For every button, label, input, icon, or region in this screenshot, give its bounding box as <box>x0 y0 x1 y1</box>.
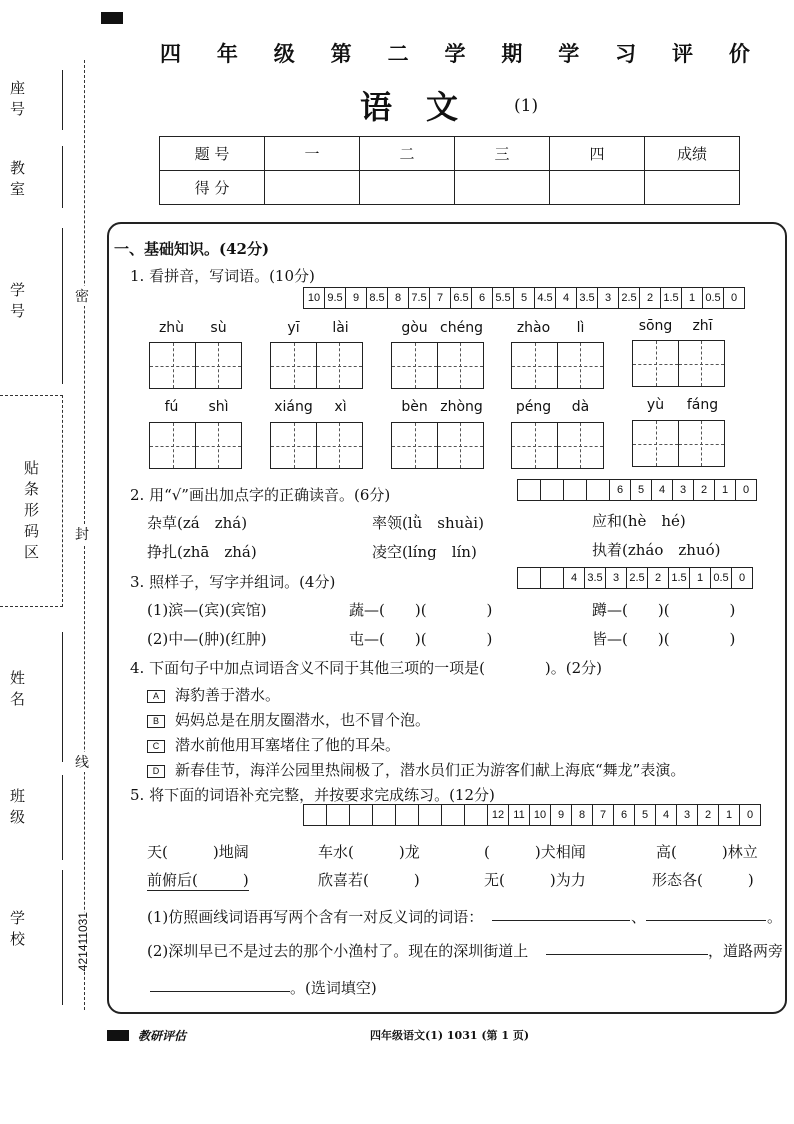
score-input-cell[interactable] <box>360 171 455 205</box>
score-input-cell[interactable] <box>265 171 360 205</box>
title-char: 二 <box>387 41 409 66</box>
writing-cell[interactable] <box>149 342 196 389</box>
answer-line[interactable] <box>150 991 290 992</box>
seal-mark-xian: 线 <box>75 752 89 772</box>
title-char: 第 <box>330 41 352 66</box>
writing-cell[interactable] <box>270 342 317 389</box>
score-cell[interactable]: 0 <box>738 572 746 584</box>
option-text: 妈妈总是在朋友圈潜水，也不冒个泡。 <box>175 711 431 729</box>
pinyin: sù <box>210 320 227 336</box>
title-char: 级 <box>273 41 295 66</box>
pinyin: zhào <box>516 320 551 336</box>
footer-brand: 教研评估 <box>138 1029 187 1043</box>
q5-idiom[interactable]: 欣喜若( ) <box>318 871 420 889</box>
score-cell[interactable]: 1 <box>690 568 711 588</box>
q2-item[interactable]: 率领(lǜ shuài) <box>372 514 484 532</box>
option-text: 新春佳节，海洋公园里热闹极了，潜水员们正为游客们献上海底“舞龙”表演。 <box>175 761 686 779</box>
score-blank-cell <box>518 480 541 500</box>
score-cell[interactable]: 5.5 <box>493 288 514 308</box>
writing-cell[interactable] <box>149 422 196 469</box>
score-blank-cell <box>465 805 488 825</box>
score-cell[interactable]: 1 <box>715 480 736 500</box>
score-blank-cell <box>541 568 564 588</box>
writing-cell[interactable] <box>511 342 558 389</box>
score-blank-cell <box>442 805 465 825</box>
score-cell[interactable]: 4 <box>652 480 673 500</box>
score-table-header-row <box>160 137 740 171</box>
q4-label: 4. 下面句子中加点词语含义不同于其他三项的一项是( )。(2分) <box>130 659 603 677</box>
q1-label: 1. 看拼音，写词语。(10分) <box>130 267 315 285</box>
q5-idiom-underlined[interactable]: 前俯后( ) <box>147 871 249 889</box>
score-cell[interactable]: 0 <box>742 484 750 496</box>
option-text: 潜水前他用耳塞堵住了他的耳朵。 <box>175 736 401 754</box>
margin-room-label: 教室 <box>8 160 26 202</box>
pinyin-pair <box>148 320 242 336</box>
option-letter: C <box>147 740 165 753</box>
score-blank-cell <box>419 805 442 825</box>
q3-item[interactable]: 皆—( )( ) <box>592 630 736 648</box>
score-table-cell: 一 <box>265 137 360 171</box>
score-cell[interactable]: 2 <box>648 568 669 588</box>
pinyin: xì <box>334 399 347 415</box>
pinyin: fáng <box>686 397 719 413</box>
pinyin-pair <box>632 397 726 413</box>
score-table-cell: 三 <box>455 137 550 171</box>
q5-sub2-mid: ，道路两旁 <box>708 942 784 960</box>
score-cell[interactable]: 3 <box>598 288 619 308</box>
q5-idiom[interactable]: 高( )林立 <box>656 843 758 861</box>
score-table-cell: 题 号 <box>160 137 265 171</box>
option-letter: A <box>147 690 165 703</box>
score-cell[interactable]: 6 <box>610 480 631 500</box>
score-cell[interactable]: 1 <box>719 805 740 825</box>
score-input-cell[interactable] <box>645 171 740 205</box>
title-char: 学 <box>558 41 580 66</box>
answer-line[interactable] <box>546 954 708 955</box>
score-input-cell[interactable] <box>455 171 550 205</box>
margin-school-label: 学校 <box>8 910 26 952</box>
q2-item[interactable]: 挣扎(zhā zhá) <box>147 543 257 561</box>
score-blank-cell <box>564 480 587 500</box>
pinyin-pair <box>270 320 364 336</box>
seal-mark-mi: 密 <box>75 286 89 306</box>
pinyin: péng <box>515 399 552 415</box>
footer-page-info: 四年级语文(1) 1031 (第 1 页) <box>370 1029 530 1042</box>
fill-line <box>62 146 63 208</box>
writing-grid <box>149 422 240 469</box>
score-blank-cell <box>587 480 610 500</box>
writing-cell[interactable] <box>678 420 725 467</box>
score-blank-cell <box>350 805 373 825</box>
score-cell[interactable]: 0 <box>730 292 738 304</box>
writing-cell[interactable] <box>391 342 438 389</box>
score-table-cell: 得 分 <box>160 171 265 205</box>
margin-seat-label: 座号 <box>8 80 26 122</box>
score-cell[interactable]: 7.5 <box>409 288 430 308</box>
q2-item[interactable]: 凌空(líng lín) <box>372 543 477 561</box>
pinyin: fú <box>164 399 179 415</box>
score-cell[interactable]: 1 <box>682 288 703 308</box>
seal-mark-feng: 封 <box>75 524 89 544</box>
pinyin-pair <box>148 399 242 415</box>
score-cell[interactable]: 4 <box>556 288 577 308</box>
score-cell[interactable]: 8 <box>572 805 593 825</box>
title-char: 习 <box>615 41 637 66</box>
pinyin: gòu <box>401 320 428 336</box>
score-cell[interactable]: 0.5 <box>703 288 724 308</box>
writing-cell[interactable] <box>632 420 679 467</box>
q5-sub1-sep: 、 <box>631 908 647 926</box>
title-char: 年 <box>216 41 238 66</box>
option-letter: B <box>147 715 165 728</box>
score-cell[interactable]: 3 <box>677 805 698 825</box>
writing-grid <box>511 342 602 389</box>
score-cell[interactable]: 1.5 <box>669 568 690 588</box>
writing-grid <box>391 342 482 389</box>
writing-grid <box>270 422 361 469</box>
score-cell[interactable]: 9 <box>346 288 367 308</box>
score-cell[interactable]: 6 <box>614 805 635 825</box>
writing-cell[interactable] <box>632 340 679 387</box>
q3-example: (2)中—(肿)(红肿) <box>147 630 267 648</box>
score-cell[interactable]: 2.5 <box>627 568 648 588</box>
score-cell[interactable]: 5 <box>514 288 535 308</box>
score-cell[interactable]: 0.5 <box>711 568 732 588</box>
score-cell[interactable]: 3.5 <box>585 568 606 588</box>
score-cell[interactable]: 10 <box>530 805 551 825</box>
subject-number: (1) <box>514 96 539 116</box>
q2-label: 2. 用“√”画出加点字的正确读音。(6分) <box>130 486 391 504</box>
pinyin: chéng <box>440 320 483 336</box>
writing-cell[interactable] <box>316 342 363 389</box>
q4-option[interactable] <box>147 684 280 705</box>
score-cell[interactable]: 5 <box>631 480 652 500</box>
q5-idiom[interactable]: 天( )地阔 <box>147 843 249 861</box>
writing-cell[interactable] <box>557 422 604 469</box>
q5-idiom[interactable]: ( )犬相闻 <box>484 843 586 861</box>
corner-mark <box>101 12 123 24</box>
score-table-score-row <box>160 171 740 205</box>
score-cell[interactable]: 1.5 <box>661 288 682 308</box>
answer-line[interactable] <box>492 920 630 921</box>
score-cell[interactable]: 4.5 <box>535 288 556 308</box>
pinyin: yī <box>287 320 300 336</box>
score-table-cell: 四 <box>550 137 645 171</box>
writing-grid <box>270 342 361 389</box>
score-cell[interactable]: 6.5 <box>451 288 472 308</box>
serial-number: 421411031 <box>76 912 90 972</box>
q5-sub1-end: 。 <box>767 908 783 926</box>
pinyin-pair <box>270 399 364 415</box>
pinyin: lì <box>576 320 585 336</box>
writing-cell[interactable] <box>270 422 317 469</box>
writing-grid <box>632 420 723 467</box>
writing-grid <box>391 422 482 469</box>
q2-item[interactable]: 应和(hè hé) <box>592 512 686 530</box>
score-cell[interactable]: 3.5 <box>577 288 598 308</box>
writing-grid <box>149 342 240 389</box>
title-char: 四 <box>160 41 181 66</box>
q5-idiom[interactable]: 无( )为力 <box>484 871 586 889</box>
fill-line <box>62 632 63 762</box>
score-blank-cell <box>327 805 350 825</box>
q5-sub2: (2)深圳早已不是过去的那个小渔村了。现在的深圳街道上 <box>147 942 529 960</box>
pinyin: lài <box>332 320 349 336</box>
q3-item[interactable]: 蔬—( )( ) <box>349 601 493 619</box>
score-cell[interactable]: 11 <box>509 805 530 825</box>
pinyin-pair <box>632 318 726 334</box>
score-cell[interactable]: 9.5 <box>325 288 346 308</box>
q3-label: 3. 照样子，写字并组词。(4分) <box>130 573 336 591</box>
q5-idiom[interactable]: 形态各( ) <box>652 871 754 889</box>
q3-example: (1)滨—(宾)(宾馆) <box>147 601 267 619</box>
pinyin: bèn <box>401 399 428 415</box>
pinyin: shì <box>208 399 229 415</box>
title-char: 期 <box>501 41 523 66</box>
title-char: 价 <box>728 41 750 66</box>
margin-student-no-label: 学号 <box>8 282 26 324</box>
pinyin: yù <box>646 397 665 413</box>
score-cell[interactable]: 9 <box>551 805 572 825</box>
score-blank-cell <box>518 568 541 588</box>
q3-item[interactable]: 屯—( )( ) <box>349 630 493 648</box>
fill-line <box>62 870 63 1005</box>
q2-item[interactable]: 杂草(zá zhá) <box>147 514 248 532</box>
score-blank-cell <box>396 805 419 825</box>
q4-option[interactable] <box>147 709 430 730</box>
score-cell[interactable]: 6 <box>472 288 493 308</box>
score-table-cell: 成绩 <box>645 137 740 171</box>
fill-line <box>62 70 63 130</box>
score-cell[interactable]: 2.5 <box>619 288 640 308</box>
score-cell[interactable]: 0 <box>746 809 754 821</box>
score-cell[interactable]: 4 <box>564 568 585 588</box>
pinyin: zhù <box>158 320 185 336</box>
fill-line <box>62 228 63 384</box>
q5-sub1: (1)仿照画线词语再写两个含有一对反义词的词语： <box>147 908 484 926</box>
pinyin-pair <box>510 399 604 415</box>
writing-cell[interactable] <box>511 422 558 469</box>
writing-cell[interactable] <box>437 422 484 469</box>
q5-sub2-end: 。(选词填空) <box>290 979 377 997</box>
option-text: 海豹善于潜水。 <box>175 686 281 704</box>
score-cell[interactable]: 8.5 <box>367 288 388 308</box>
writing-cell[interactable] <box>316 422 363 469</box>
writing-cell[interactable] <box>557 342 604 389</box>
section-heading: 一、基础知识。(42分) <box>114 240 270 258</box>
margin-class-label: 班级 <box>8 788 26 830</box>
score-cell[interactable]: 2 <box>694 480 715 500</box>
q5-label: 5. 将下面的词语补充完整，并按要求完成练习。(12分) <box>130 786 495 804</box>
q3-item[interactable]: 蹲—( )( ) <box>592 601 736 619</box>
score-blank-cell <box>304 805 327 825</box>
score-cell[interactable]: 5 <box>635 805 656 825</box>
score-cell[interactable]: 8 <box>388 288 409 308</box>
pinyin-pair <box>391 399 485 415</box>
writing-grid <box>511 422 602 469</box>
footer-mark <box>107 1030 129 1041</box>
title-char: 学 <box>444 41 466 66</box>
pinyin-pair <box>510 320 604 336</box>
pinyin: sōng <box>638 318 673 334</box>
answer-line[interactable] <box>646 920 766 921</box>
title-char: 评 <box>672 41 694 66</box>
subject-title: 语文 <box>360 88 493 126</box>
margin-name-label: 姓名 <box>8 670 26 712</box>
q4-option[interactable] <box>147 734 400 755</box>
q1-score-strip <box>303 287 745 309</box>
pinyin-pair <box>391 320 485 336</box>
score-blank-cell <box>373 805 396 825</box>
score-cell[interactable]: 2 <box>640 288 661 308</box>
score-cell[interactable]: 7 <box>593 805 614 825</box>
q3-score-strip <box>517 567 753 589</box>
score-cell[interactable]: 12 <box>488 805 509 825</box>
pinyin: zhòng <box>440 399 483 415</box>
pinyin: dà <box>571 399 590 415</box>
writing-cell[interactable] <box>391 422 438 469</box>
score-input-cell[interactable] <box>550 171 645 205</box>
q2-score-strip <box>517 479 757 501</box>
q5-idiom[interactable]: 车水( )龙 <box>318 843 420 861</box>
score-table-cell: 二 <box>360 137 455 171</box>
writing-grid <box>632 340 723 387</box>
writing-cell[interactable] <box>678 340 725 387</box>
writing-cell[interactable] <box>195 422 242 469</box>
margin-sticker-label: 贴条形码区 <box>22 460 40 565</box>
writing-cell[interactable] <box>437 342 484 389</box>
exam-title <box>160 38 750 68</box>
score-cell[interactable]: 2 <box>698 805 719 825</box>
score-cell[interactable]: 10 <box>304 288 325 308</box>
score-blank-cell <box>541 480 564 500</box>
option-letter: D <box>147 765 165 778</box>
pinyin: xiáng <box>274 399 313 415</box>
score-cell[interactable]: 3 <box>606 568 627 588</box>
score-cell[interactable]: 4 <box>656 805 677 825</box>
score-table <box>159 136 740 205</box>
pinyin: zhī <box>692 318 713 334</box>
score-cell[interactable]: 3 <box>673 480 694 500</box>
score-cell[interactable]: 7 <box>430 288 451 308</box>
q2-item[interactable]: 执着(zháo zhuó) <box>592 541 721 559</box>
writing-cell[interactable] <box>195 342 242 389</box>
q5-score-strip <box>303 804 761 826</box>
fill-line <box>62 775 63 860</box>
q4-option[interactable] <box>147 759 685 780</box>
